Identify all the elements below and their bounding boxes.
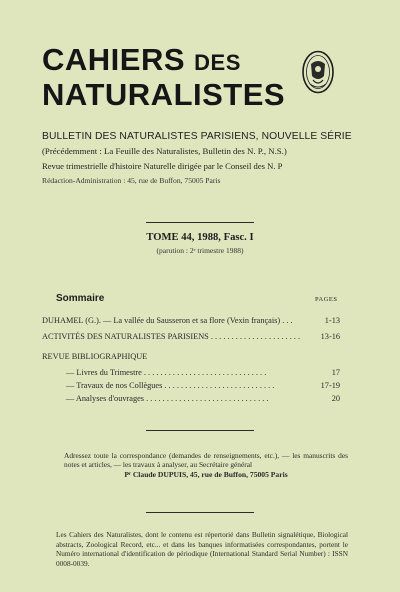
toc-entry-pages: 17-19: [320, 381, 340, 390]
toc-entry-text: REVUE BIBLIOGRAPHIQUE: [42, 352, 148, 361]
toc-entry-text: — Analyses d'ouvrages . . . . . . . . . . . . . . . . . . . . . . . . . . . . . .: [66, 394, 269, 403]
correspondence-contact: Pʳ Claude DUPUIS, 45, rue de Buffon, 75005 Paris: [124, 470, 288, 479]
title-main: CAHIERS: [42, 42, 186, 77]
title-suffix: DES: [194, 50, 241, 75]
toc-entry-pages: 1-13: [324, 316, 340, 325]
bulletin-line: BULLETIN DES NATURALISTES PARISIENS, NOUVELLE SÉRIE: [42, 131, 352, 142]
redaction-line: Rédaction-Administration : 45, rue de Buffon, 75005 Paris: [42, 176, 221, 185]
footer-text: Les Cahiers des Naturalistes, dont le contenu est répertorié dans Bulletin signalétique, Biological abstracts, Zoological Record, etc... et dans les banques informatisées correspondantes, portent le Numéro international d'identification de périodique (International Standard Serial Number) : ISSN 0008-0039.: [56, 530, 348, 568]
previously-line: (Précédemment : La Feuille des Naturalistes, Bulletin des N. P., N.S.): [42, 146, 287, 156]
divider-middle: [146, 430, 254, 431]
toc-pages-header: PAGES: [315, 296, 338, 303]
tome-line: TOME 44, 1988, Fasc. I: [146, 232, 254, 243]
toc-entry-text: — Livres du Trimestre . . . . . . . . . . . . . . . . . . . . . . . . . . . . . .: [66, 368, 267, 377]
toc-entry-text: ACTIVITÉS DES NATURALISTES PARISIENS . . . . . . . . . . . . . . . . . . . . . .: [42, 332, 301, 341]
toc-entry-pages: 20: [331, 394, 340, 403]
society-seal-icon: [302, 50, 334, 94]
journal-title-line1: [42, 42, 241, 78]
toc-heading: Sommaire: [56, 293, 105, 304]
toc-entry-pages: 13-16: [320, 332, 340, 341]
toc-entry-text: — Travaux de nos Collègues . . . . . . . . . . . . . . . . . . . . . . . . . . .: [66, 381, 275, 390]
divider-bottom: [146, 512, 254, 513]
toc-entry-text: DUHAMEL (G.). — La vallée du Sausseron et sa flore (Vexin français) . . .: [42, 316, 293, 325]
correspondence-text: Adressez toute la correspondance (demandes de renseignements, etc.), — les manuscrits des notes et articles, — les travaux à analyser, au Secrétaire général: [64, 451, 348, 470]
revue-line: Revue trimestrielle d'histoire Naturelle dirigée par le Conseil des N. P: [42, 161, 283, 171]
parution-line: (parution : 2ᵉ trimestre 1988): [156, 246, 244, 255]
divider-top: [146, 222, 254, 223]
journal-title-line2: NATURALISTES: [42, 77, 286, 112]
toc-entry-pages: 17: [331, 368, 340, 377]
